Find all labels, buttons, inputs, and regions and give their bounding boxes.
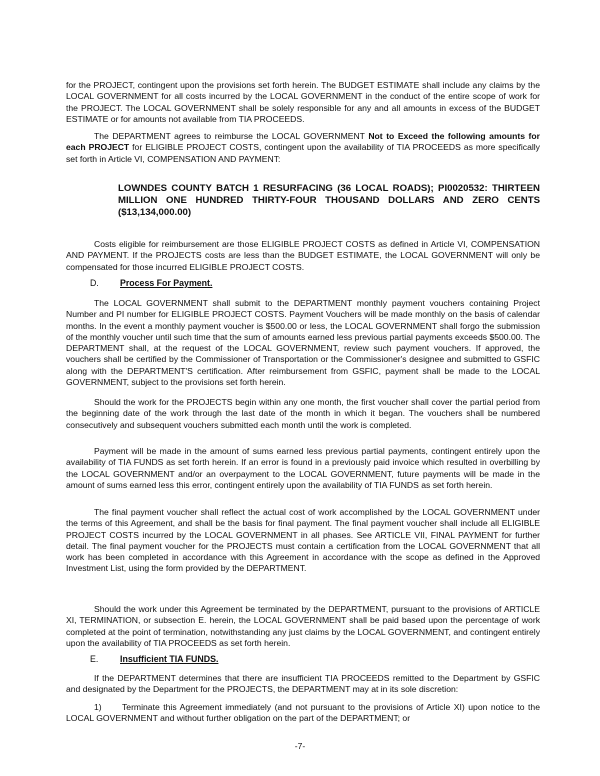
list-item-number: 1) bbox=[94, 702, 102, 712]
paragraph-insufficient-proceeds: If the DEPARTMENT determines that there are insufficient TIA PROCEEDS remitted to the Department by GSFIC and designated by the Department for the PROJECTS, the DEPARTMENT may at in its sole discretion: bbox=[66, 673, 540, 695]
section-title-insufficient-tia-funds: Insufficient TIA FUNDS. bbox=[120, 654, 219, 664]
section-title-process-for-payment: Process For Payment. bbox=[120, 278, 213, 288]
paragraph-final-voucher: The final payment voucher shall reflect the actual cost of work accomplished by the LOCAL GOVERNMENT under the terms of this Agreement, and shall be the basis for final payment. The final payment voucher shall include all ELIGIBLE PROJECT COSTS incurred by the LOCAL GOVERNMENT in all phases. See ARTICLE VII, FINAL PAYMENT for further detail. The final payment voucher for the PROJECTS must contain a certification from the LOCAL GOVERNMENT that all work has been completed in accordance with this Agreement in accordance with the scope as defined in the Approved Investment List, using the form provided by the DEPARTMENT. bbox=[66, 507, 540, 574]
section-letter-d: D. bbox=[90, 278, 99, 288]
paragraph-eligible-costs: Costs eligible for reimbursement are those ELIGIBLE PROJECT COSTS as defined in Article VI, COMPENSATION AND PAYMENT. If the PROJECTS costs are less than the BUDGET ESTIMATE, the LOCAL GOVERNMENT will only be compensated for those incurred ELIGIBLE PROJECT COSTS. bbox=[66, 239, 540, 272]
list-item-text: Terminate this Agreement immediately (and not pursuant to the provisions of Article XI) upon notice to the LOCAL GOVERNMENT and without further obligation on the part of the DEPARTMENT; or bbox=[66, 702, 540, 724]
paragraph-partial-period: Should the work for the PROJECTS begin within any one month, the first voucher shall cover the partial period from the beginning date of the work through the last date of the month in which it began. The vouchers shall be numbered consecutively and subsequent vouchers submitted each month until the work is completed. bbox=[66, 397, 540, 430]
paragraph-reimbursement-limit bbox=[66, 131, 540, 165]
paragraph-budget-estimate: for the PROJECT, contingent upon the provisions set forth herein. The BUDGET ESTIMATE shall include any claims by the LOCAL GOVERNMENT for all costs incurred by the LOCAL GOVERNMENT in the conduct of the entire scope of work for the PROJECT. The LOCAL GOVERNMENT shall be solely responsible for any and all amounts in excess of the BUDGET ESTIMATE or for amounts not available from TIA PROCEEDS. bbox=[66, 80, 540, 124]
section-heading-e bbox=[90, 654, 218, 665]
paragraph-payment-amount: Payment will be made in the amount of sums earned less previous partial payments, contingent entirely upon the availability of TIA FUNDS as set forth herein. If an error is found in a previously paid invoice which resulted in overbilling by the LOCAL GOVERNMENT and/or an overpayment to the LOCAL GOVERNMENT, future payments will be made in the amount of sums earned less this error, contingent entirely upon the availability of TIA FUNDS as set forth herein. bbox=[66, 446, 540, 490]
reimbursement-text-pre: The DEPARTMENT agrees to reimburse the LOCAL GOVERNMENT bbox=[94, 131, 369, 141]
reimbursement-text-post: for ELIGIBLE PROJECT COSTS, contingent upon the availability of TIA PROCEEDS as more specifically set forth in Article VI, COMPENSATION AND PAYMENT: bbox=[66, 142, 540, 164]
list-item-terminate-agreement bbox=[66, 702, 540, 725]
project-amount-block: LOWNDES COUNTY BATCH 1 RESURFACING (36 LOCAL ROADS); PI0020532: THIRTEEN MILLION ONE HUNDRED THIRTY-FOUR THOUSAND DOLLARS AND ZERO CENTS ($13,134,000.00) bbox=[118, 183, 540, 219]
reimbursement-text-bold: Not to Exceed the following amounts for each PROJECT bbox=[66, 131, 540, 153]
paragraph-monthly-vouchers: The LOCAL GOVERNMENT shall submit to the DEPARTMENT monthly payment vouchers containing Project Number and PI number for ELIGIBLE PROJECT COSTS. Payment Vouchers will be made monthly on the basis of calendar months. In the event a monthly payment voucher is $500.00 or less, the LOCAL GOVERNMENT shall forgo the submission of the monthly voucher until such time that the sum of amounts earned less previous partial payments exceeds $500.00. The DEPARTMENT shall, at the request of the LOCAL GOVERNMENT, review such payment vouchers. If approved, the vouchers shall be certified by the Commissioner of Transportation or the Commissioner's designee and submitted to GSFIC along with the DEPARTMENT'S certification. After reimbursement from GSFIC, payment shall be made to the LOCAL GOVERNMENT, subject to the provisions set forth herein. bbox=[66, 298, 540, 388]
section-heading-d bbox=[90, 278, 212, 289]
page-number: -7- bbox=[294, 741, 306, 751]
paragraph-termination-payment: Should the work under this Agreement be terminated by the DEPARTMENT, pursuant to the provisions of ARTICLE XI, TERMINATION, or subsection E. herein, the LOCAL GOVERNMENT shall be paid based upon the percentage of work completed at the point of termination, notwithstanding any just claims by the LOCAL GOVERNMENT, and contingent entirely upon the availability of TIA PROCEEDS as set forth herein. bbox=[66, 604, 540, 648]
section-letter-e: E. bbox=[90, 654, 99, 664]
